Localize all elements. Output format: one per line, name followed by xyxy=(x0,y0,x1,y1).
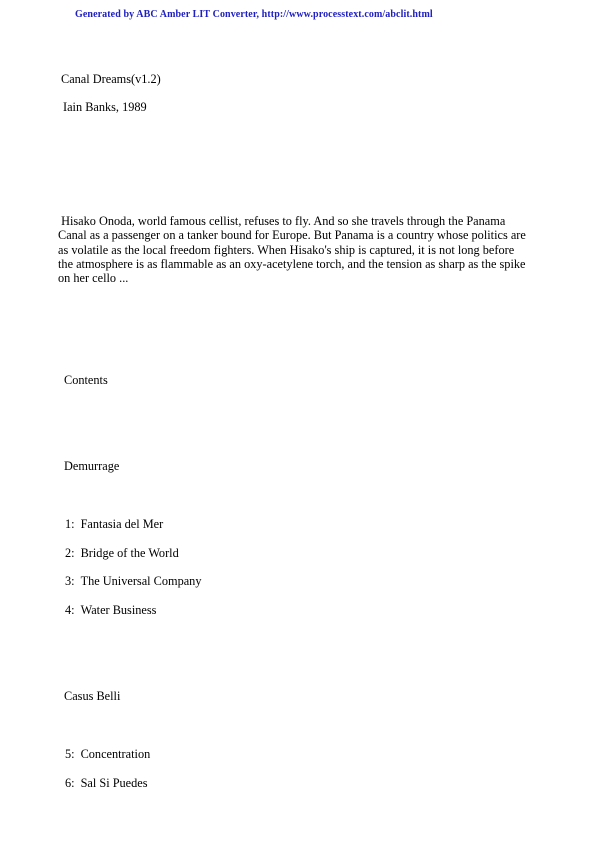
chapter-number: 3: xyxy=(65,574,75,588)
toc-section-title-casus-belli: Casus Belli xyxy=(64,689,121,703)
chapter-title: Water Business xyxy=(80,603,157,617)
chapter-title: Concentration xyxy=(80,747,151,761)
toc-chapter-row xyxy=(65,546,179,561)
chapter-number: 5: xyxy=(65,747,75,761)
chapter-title: Bridge of the World xyxy=(80,546,179,560)
chapter-number: 6: xyxy=(65,776,75,790)
book-author-year: Iain Banks, 1989 xyxy=(63,100,147,114)
toc-chapter-row xyxy=(65,776,148,791)
book-synopsis: Hisako Onoda, world famous cellist, refuses to fly. And so she travels through the Panama Canal as a passenger on a tanker bound for Europe. But Panama is a country whose politics are as volatile as the local freedom fighters. When Hisako's ship is captured, it is not long before the atmosphere is as flammable as an oxy-acetylene torch, and the tension as sharp as the spike on her cello ... xyxy=(58,214,529,286)
contents-heading: Contents xyxy=(64,373,108,387)
toc-section-title-demurrage: Demurrage xyxy=(64,459,120,473)
book-title: Canal Dreams(v1.2) xyxy=(61,72,161,86)
chapter-number: 2: xyxy=(65,546,75,560)
chapter-number: 4: xyxy=(65,603,75,617)
toc-chapter-row xyxy=(65,747,150,762)
toc-chapter-row xyxy=(65,517,163,532)
chapter-title: The Universal Company xyxy=(80,574,202,588)
chapter-title: Fantasia del Mer xyxy=(80,517,164,531)
chapter-title: Sal Si Puedes xyxy=(80,776,148,790)
toc-chapter-row xyxy=(65,574,201,589)
converter-header-link[interactable]: Generated by ABC Amber LIT Converter, http://www.processtext.com/abclit.html xyxy=(75,9,433,20)
toc-chapter-row xyxy=(65,603,156,618)
chapter-number: 1: xyxy=(65,517,75,531)
